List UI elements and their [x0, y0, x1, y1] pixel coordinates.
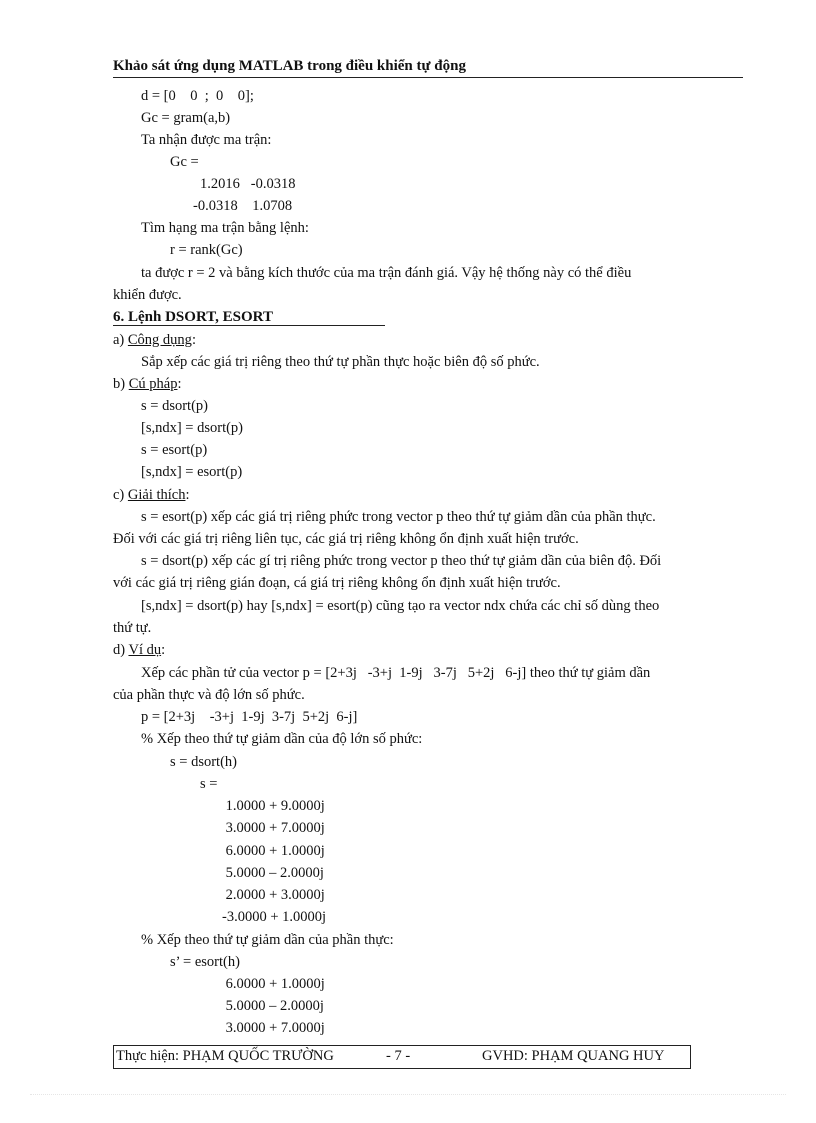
subsection-c: [113, 486, 190, 504]
subsection-colon: :: [191, 332, 196, 348]
subsection-label: a): [113, 332, 125, 348]
code-line: r = rank(Gc): [170, 242, 243, 258]
subsection-colon: :: [161, 642, 166, 658]
matrix-row: 1.2016 -0.0318: [200, 176, 296, 192]
comment-line: % Xếp theo thứ tự giảm dần của độ lớn số phức:: [141, 731, 423, 747]
subsection-label: c): [113, 487, 125, 503]
page-footer: [113, 1045, 691, 1069]
page-bottom-divider: [30, 1094, 786, 1095]
result-row: 6.0000 + 1.0000j: [222, 976, 325, 992]
text-line: khiển được.: [113, 287, 182, 303]
code-line: d = [0 0 ; 0 0];: [141, 88, 254, 104]
subsection-d: [113, 641, 165, 659]
page-header: Khảo sát ứng dụng MATLAB trong điều khiển tự động: [113, 58, 743, 78]
subsection-title: Công dụng: [127, 332, 192, 348]
subsection-label: d): [113, 642, 126, 658]
text-line: ta được r = 2 và bằng kích thước của ma trận đánh giá. Vậy hệ thống này có thể điều: [141, 265, 632, 281]
code-line: s’ = esort(h): [170, 954, 240, 970]
result-row: -3.0000 + 1.0000j: [222, 909, 327, 925]
result-row: 5.0000 – 2.0000j: [222, 998, 324, 1014]
code-line: Gc = gram(a,b): [141, 110, 231, 126]
text-line: [s,ndx] = dsort(p) hay [s,ndx] = esort(p) cũng tạo ra vector ndx chứa các chỉ số dùng theo: [141, 598, 660, 614]
text-line: Đối với các giá trị riêng liên tục, các giá trị riêng không ổn định xuất hiện trước.: [113, 531, 579, 547]
code-line: [s,ndx] = dsort(p): [141, 420, 244, 436]
subsection-colon: :: [185, 487, 190, 503]
result-row: 2.0000 + 3.0000j: [222, 887, 325, 903]
footer-advisor: GVHD: PHẠM QUANG HUY: [482, 1048, 665, 1064]
code-line: s = dsort(h): [170, 754, 237, 770]
subsection-title: Giải thích: [127, 487, 186, 503]
result-row: 1.0000 + 9.0000j: [222, 798, 325, 814]
result-row: 5.0000 – 2.0000j: [222, 865, 324, 881]
code-line: [s,ndx] = esort(p): [141, 464, 243, 480]
text-line: thứ tự.: [113, 620, 152, 636]
code-line: s = dsort(p): [141, 398, 208, 414]
code-line: s = esort(p): [141, 442, 208, 458]
subsection-title: Cú pháp: [128, 376, 178, 392]
subsection-label: b): [113, 376, 126, 392]
result-row: 3.0000 + 7.0000j: [222, 820, 325, 836]
code-line: Gc =: [170, 154, 199, 170]
text-line: s = dsort(p) xếp các gí trị riêng phức trong vector p theo thứ tự giảm dần của biên độ. Đối: [141, 553, 662, 569]
comment-line: % Xếp theo thứ tự giảm dần của phần thực:: [141, 932, 394, 948]
text-line: Sắp xếp các giá trị riêng theo thứ tự phần thực hoặc biên độ số phức.: [141, 354, 540, 370]
text-line: của phần thực và độ lớn số phức.: [113, 687, 305, 703]
text-line: với các giá trị riêng gián đoạn, cá giá trị riêng không ổn định xuất hiện trước.: [113, 575, 561, 591]
subsection-title: Ví dụ: [128, 642, 162, 658]
page-number: - 7 -: [386, 1048, 411, 1064]
text-line: Tìm hạng ma trận bằng lệnh:: [141, 220, 309, 236]
subsection-a: [113, 331, 196, 349]
text-line: Xếp các phần tử của vector p = [2+3j -3+j 1-9j 3-7j 5+2j 6-j] theo thứ tự giảm dần: [141, 665, 651, 681]
text-line: Ta nhận được ma trận:: [141, 132, 272, 148]
code-line: s =: [200, 776, 218, 792]
matrix-row: -0.0318 1.0708: [193, 198, 293, 214]
subsection-colon: :: [177, 376, 182, 392]
footer-author: Thực hiện: PHẠM QUỐC TRƯỜNG: [116, 1048, 334, 1064]
section-title: 6. Lệnh DSORT, ESORT: [113, 309, 273, 325]
code-line: p = [2+3j -3+j 1-9j 3-7j 5+2j 6-j]: [141, 709, 358, 725]
section-rule: [113, 325, 385, 326]
result-row: 6.0000 + 1.0000j: [222, 843, 325, 859]
subsection-b: [113, 375, 181, 393]
text-line: s = esort(p) xếp các giá trị riêng phức trong vector p theo thứ tự giảm dần của phần thực.: [141, 509, 656, 525]
result-row: 3.0000 + 7.0000j: [222, 1020, 325, 1036]
